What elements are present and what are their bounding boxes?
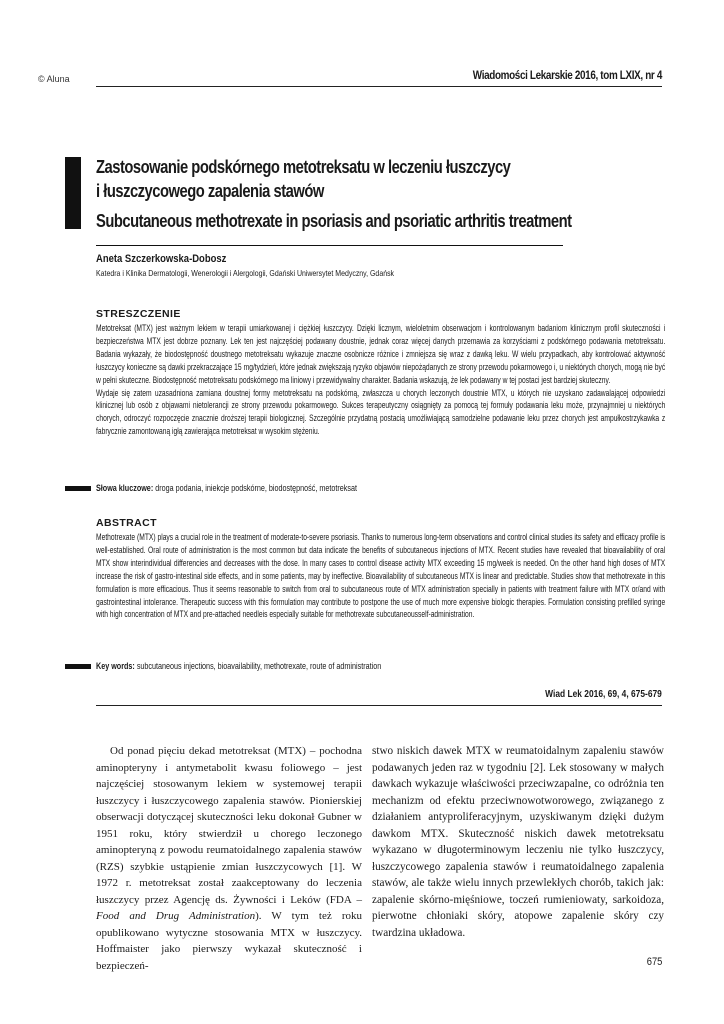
citation-divider [96, 705, 662, 706]
author-name: Aneta Szczerkowska-Dobosz [96, 253, 227, 265]
citation: Wiad Lek 2016, 69, 4, 675-679 [545, 688, 662, 700]
body-paragraph-right: stwo niskich dawek MTX w reumatoidalnym zapaleniu stawów podawanych jeden raz w tygodniu [2]. Lek stosowany w małych dawkach wykazuje właściwości przeciwzapalne, co odróżnia ten mechanizm od efektu przeciwnowotworowego, związanego z działaniem antyproliferacyjnym, uzyskiwanym dzięki dużym dawkom MTX. Skuteczność niskich dawek metotreksatu wykazano w długoterminowym leczeniu nie tylko łuszczycy, łuszczycowego zapalenia stawów i reumatoidalnego zapalenia stawów, ale także wielu innych przewlekłych chorób, takich jak: zapalenie skórno-mięśniowe, toczeń rumieniowaty, sarkoidoza, pierwotne chłoniaki skóry, atopowe zapalenie skóry czy twardzina układowa. [372, 745, 664, 939]
title-polish-line-2: i łuszczycowego zapalenia stawów [96, 181, 324, 201]
keywords-english-label: Key words: [96, 661, 135, 671]
keywords-polish-list: droga podania, iniekcje podskórne, biodostępność, metotreksat [153, 483, 357, 493]
title-polish-line-1: Zastosowanie podskórnego metotreksatu w leczeniu łuszczycy [96, 157, 511, 177]
abstract-body [96, 531, 665, 621]
keywords-polish-label: Słowa kluczowe: [96, 483, 154, 493]
body-column-left [96, 743, 362, 974]
streszczenie-heading: STRESZCZENIE [96, 308, 181, 320]
body-left-text-1: Od ponad pięciu dekad metotreksat (MTX) – pochodna aminopteryny i antymetabolit kwasu foliowego – jest najczęściej stosowanym lekiem w systemowej terapii łuszczycy i łuszczycowego zapalenia stawów. Pionierskiej obserwacji dotyczącej skuteczności leku dokonał Gubner w 1951 roku, który stwierdził u chorego leczonego aminopteryną z powodu reumatoidalnego zapalenia stawów (RZS) szybkie ustąpienie zmian łuszczycowych [1]. W 1972 r. metotreksat został zaakceptowany do leczenia łuszczycy przez Agencję ds. Żywności i Leków (FDA – [96, 745, 362, 906]
keywords-polish-text [96, 483, 357, 493]
journal-header: Wiadomości Lekarskie 2016, tom LXIX, nr 4 [472, 70, 662, 82]
title-accent-bar [65, 157, 81, 229]
body-left-text-2: ). W tym też roku opublikowano wytyczne stosowania MTX w łuszczycy. Hoffmaister jako pierwszy wykazał skuteczność i bezpieczeń- [96, 910, 362, 972]
body-paragraph-left [96, 743, 362, 974]
copyright-notice: © Aluna [38, 74, 70, 84]
keywords-english-text [96, 661, 381, 671]
title-english: Subcutaneous methotrexate in psoriasis and psoriatic arthritis treatment [96, 211, 572, 231]
title-divider [96, 245, 563, 246]
abstract-paragraph: Methotrexate (MTX) plays a crucial role in the treatment of moderate-to-severe psoriasis. Thanks to numerous long-term observations and control clinical studies its safety and efficacy profile is well-established. Oral route of administration is the most common but data indicate the benefits of subcutaneous injections of MTX. Recent studies have revealed that bioavailability of oral MTX show interindividual differencies and decreases with the dose. In many cases to control disease activity MTX exceeding 15 mg/week is needed. On the other hand high doses of MTX increase the risk of gastro-intestinal side effects, and in some patients, may by ineffective. Bioavailability of subcutaneous MTX is linear and predictable. Studies show that methotrexate in this formulation is more efficacious. Thus it seems reasonable to switch from oral to subcutaneous route of MTX administration specially in patients with treatment failure with MTX or/and with gastrointestinal intolerance. Therapeutic success with this formulation may contribute to postpone the use of much more expensive biologic therapies. Formulation consisting prefilled syringe with high concentration of MTX and pre-attached needleis especially suitable for methotrexate subcutaneousself-administration. [96, 532, 666, 620]
keywords-english-list: subcutaneous injections, bioavailability, methotrexate, route of administration [134, 661, 382, 671]
keywords-marker [65, 664, 91, 669]
body-left-italic: Food and Drug Administration [96, 910, 256, 922]
header-divider [96, 86, 662, 87]
page-number: 675 [646, 956, 662, 968]
streszczenie-body [96, 322, 665, 438]
body-column-right [372, 743, 664, 941]
keywords-marker [65, 486, 91, 491]
abstract-heading: ABSTRACT [96, 517, 157, 529]
streszczenie-paragraph-2: Wydaje się zatem uzasadniona zamiana doustnej formy metotreksatu na podskórną, zwłaszcza u chorych leczonych doustnie MTX, u których nie uzyskano zadawalającej odpowiedzi klinicznej lub osób z objawami nietolerancji ze strony przewodu pokarmowego. Sukces terapeutyczny osiągnięty za pomocą tej formuły podawania leku może, przynajmniej u niektórych chorych, odroczyć rozpoczęcie znacznie droższej terapii biologicznej. Szczególnie przydatną postacią umożliwiającą samodzielne podawanie leku przez chorych jest ampułkostrzykawka z fabrycznie zamontowaną igłą zawierająca metotreksat w wysokim stężeniu. [96, 387, 666, 437]
author-affiliation: Katedra i Klinika Dermatologii, Wenerologii i Alergologii, Gdański Uniwersytet Medyczny, Gdańsk [96, 268, 395, 278]
streszczenie-paragraph-1: Metotreksat (MTX) jest ważnym lekiem w terapii umiarkowanej i ciężkiej łuszczycy. Dzięki licznym, wieloletnim obserwacjom i kontrolowanym badaniom klinicznym profil skuteczności i bezpieczeństwa MTX jest dobrze poznany. Lek ten jest najczęściej podawany doustnie, jednak coraz więcej danych przemawia za korzyściami z podskórnego podawania metotreksatu. Badania wykazały, że biodostępność doustnego metotreksatu wykazuje znaczne osobnicze różnice i zmniejsza się wraz z dawką leku. W wielu przypadkach, aby kontrolować aktywność łuszczycy konieczne są dawki przekraczające 15 mg/tydzień, które jednak zwiększają ryzyko objawów niepożądanych ze strony przewodu pokarmowego i, u niektórych chorych, mogą nie być w pełni skuteczne. Biodostępność metotreksatu podskórnego ma liniowy i przewidywalny charakter. Badania wskazują, że lek podawany w tej postaci jest bardziej skuteczny. [96, 323, 666, 385]
